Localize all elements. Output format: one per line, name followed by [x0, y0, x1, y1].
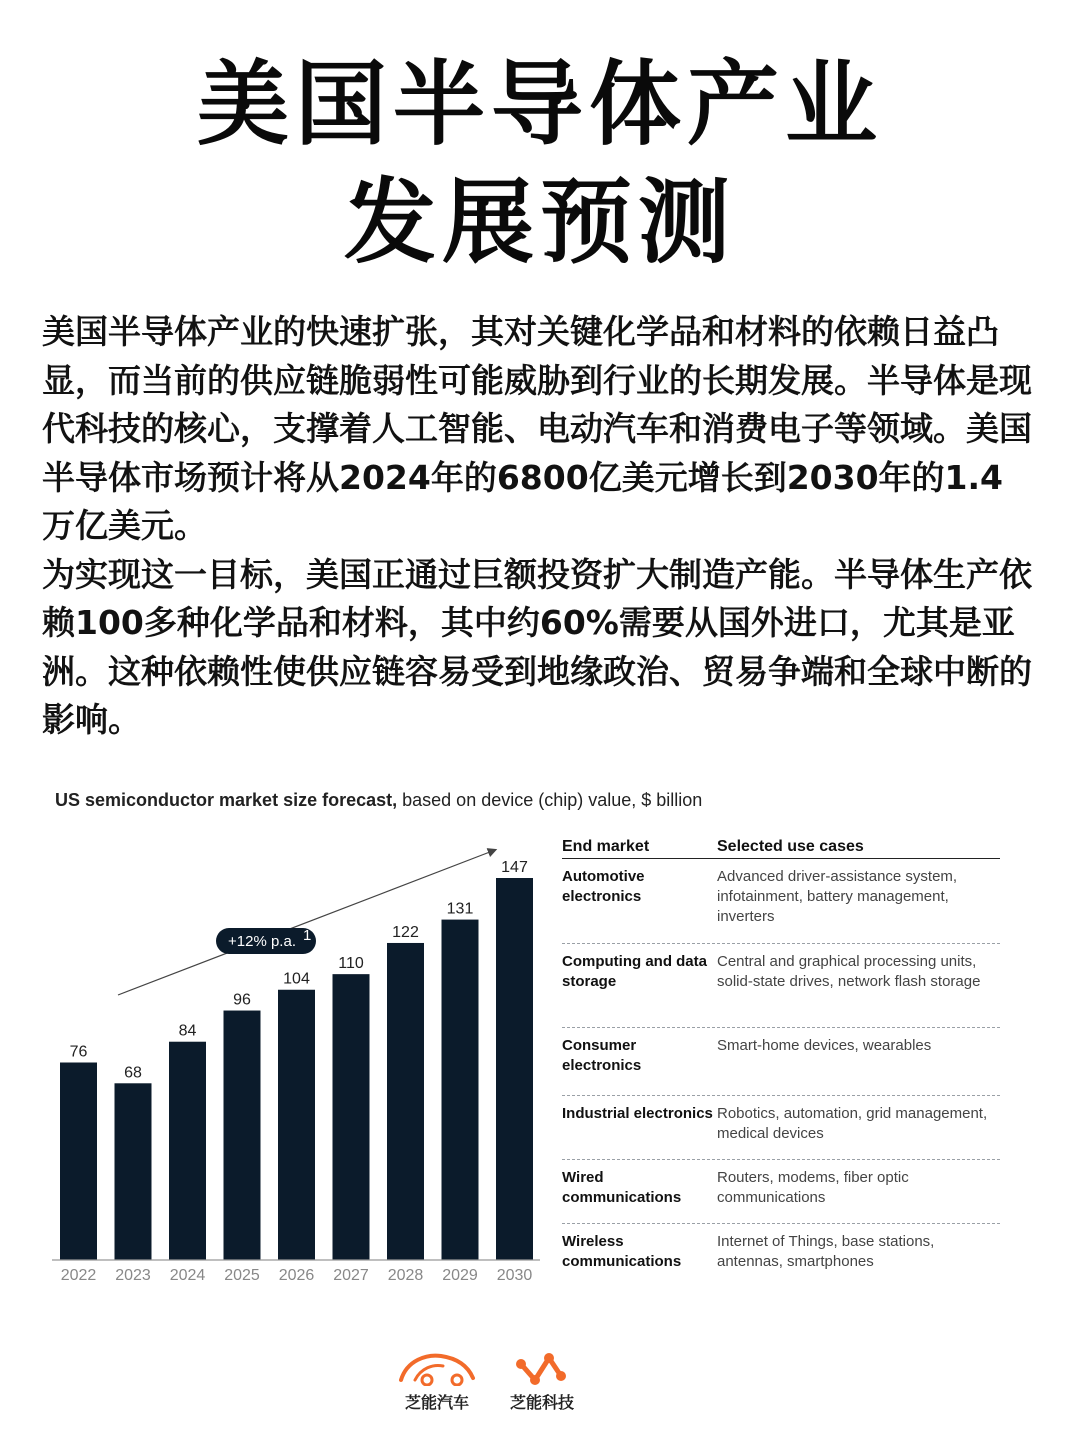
use-case-cell: Smart-home devices, wearables [717, 1037, 932, 1054]
year-label-2030: 2030 [496, 1267, 533, 1284]
bar-2024 [169, 1042, 206, 1260]
value-label-2025: 96 [233, 991, 251, 1009]
chart-title [55, 790, 702, 811]
table-row [562, 1159, 1000, 1223]
year-label-2023: 2023 [115, 1267, 151, 1284]
value-label-2027: 110 [338, 955, 364, 973]
table-row [562, 1223, 1000, 1277]
bar-2030 [496, 878, 533, 1260]
growth-annotation [216, 927, 316, 954]
use-case-cell: Advanced driver-assistance system, infotainment, battery management, inverters [717, 868, 958, 925]
value-label-2022: 76 [69, 1043, 88, 1061]
use-case-cell: Internet of Things, base stations, antennas, smartphones [717, 1233, 935, 1270]
header-end-market: End market [562, 838, 650, 855]
use-case-table [562, 838, 1000, 1277]
year-label-2024: 2024 [169, 1267, 206, 1284]
table-row [562, 1095, 1000, 1159]
year-label-2029: 2029 [442, 1267, 478, 1284]
table-row [562, 943, 1000, 1027]
intro-text [42, 308, 1032, 745]
logo-zhineng-tech [500, 1350, 584, 1413]
end-market-cell: Automotive electronics [562, 868, 645, 905]
growth-footnote-marker: 1 [303, 927, 312, 944]
value-label-2023: 68 [124, 1064, 142, 1082]
bar-chart [0, 830, 545, 1290]
use-case-cell: Routers, modems, fiber optic communications [717, 1169, 909, 1206]
logo-label-right: 芝能科技 [509, 1393, 574, 1412]
growth-label [228, 933, 296, 950]
bar-2026 [278, 990, 315, 1260]
value-label-2029: 131 [446, 900, 474, 918]
end-market-cell: Wireless communications [562, 1233, 682, 1270]
table-row [562, 1027, 1000, 1095]
bar-2027 [333, 974, 370, 1260]
molecule-logo-icon [507, 1350, 577, 1386]
logo-zhineng-auto [395, 1350, 479, 1413]
value-label-2026: 104 [283, 970, 310, 988]
bar-2025 [224, 1011, 261, 1260]
value-label-2028: 122 [392, 923, 419, 941]
year-label-2026: 2026 [278, 1267, 315, 1284]
year-label-2027: 2027 [333, 1267, 369, 1284]
year-label-2022: 2022 [60, 1267, 97, 1284]
end-market-cell: Consumer electronics [562, 1037, 642, 1074]
table-header [562, 838, 1000, 859]
logo-label-left: 芝能汽车 [404, 1393, 469, 1412]
chart-subtitle: based on device (chip) value, $ billion [402, 790, 703, 810]
bar-2029 [442, 920, 479, 1260]
page-title-line2: 发展预测 [343, 169, 736, 276]
page-title-line1: 美国半导体产业 [196, 51, 883, 158]
growth-label-text: +12% p.a. [228, 933, 296, 950]
bar-2023 [115, 1083, 152, 1260]
year-label-2025: 2025 [224, 1267, 260, 1284]
chart-title-bold: US semiconductor market size forecast, [55, 790, 398, 810]
use-case-cell: Robotics, automation, grid management, medical devices [717, 1105, 988, 1142]
header-use-cases: Selected use cases [717, 838, 864, 855]
use-case-cell: Central and graphical processing units, solid-state drives, network flash storage [717, 953, 981, 990]
table-row [562, 859, 1000, 943]
intro-paragraph-1: 美国半导体产业的快速扩张，其对关键化学品和材料的依赖日益凸显，而当前的供应链脆弱性可能威胁到行业的长期发展。半导体是现代科技的核心，支撑着人工智能、电动汽车和消费电子等领域。美国半导体市场预计将从2024年的6800亿美元增长到2030年的1.4万亿美元。 [42, 312, 1032, 545]
value-label-2024: 84 [178, 1022, 197, 1040]
end-market-cell: Wired communications [562, 1169, 682, 1206]
year-label-2028: 2028 [387, 1267, 424, 1284]
end-market-cell: Industrial electronics [562, 1105, 713, 1122]
value-label-2030: 147 [501, 859, 528, 876]
car-logo-icon [397, 1350, 477, 1386]
end-market-cell: Computing and data storage [562, 953, 707, 990]
intro-paragraph-2: 为实现这一目标，美国正通过巨额投资扩大制造产能。半导体生产依赖100多种化学品和材料，其中约60%需要从国外进口，尤其是亚洲。这种依赖性使供应链容易受到地缘政治、贸易争端和全球中断的影响。 [42, 554, 1032, 739]
bar-2028 [387, 943, 424, 1260]
bar-2022 [60, 1063, 97, 1260]
